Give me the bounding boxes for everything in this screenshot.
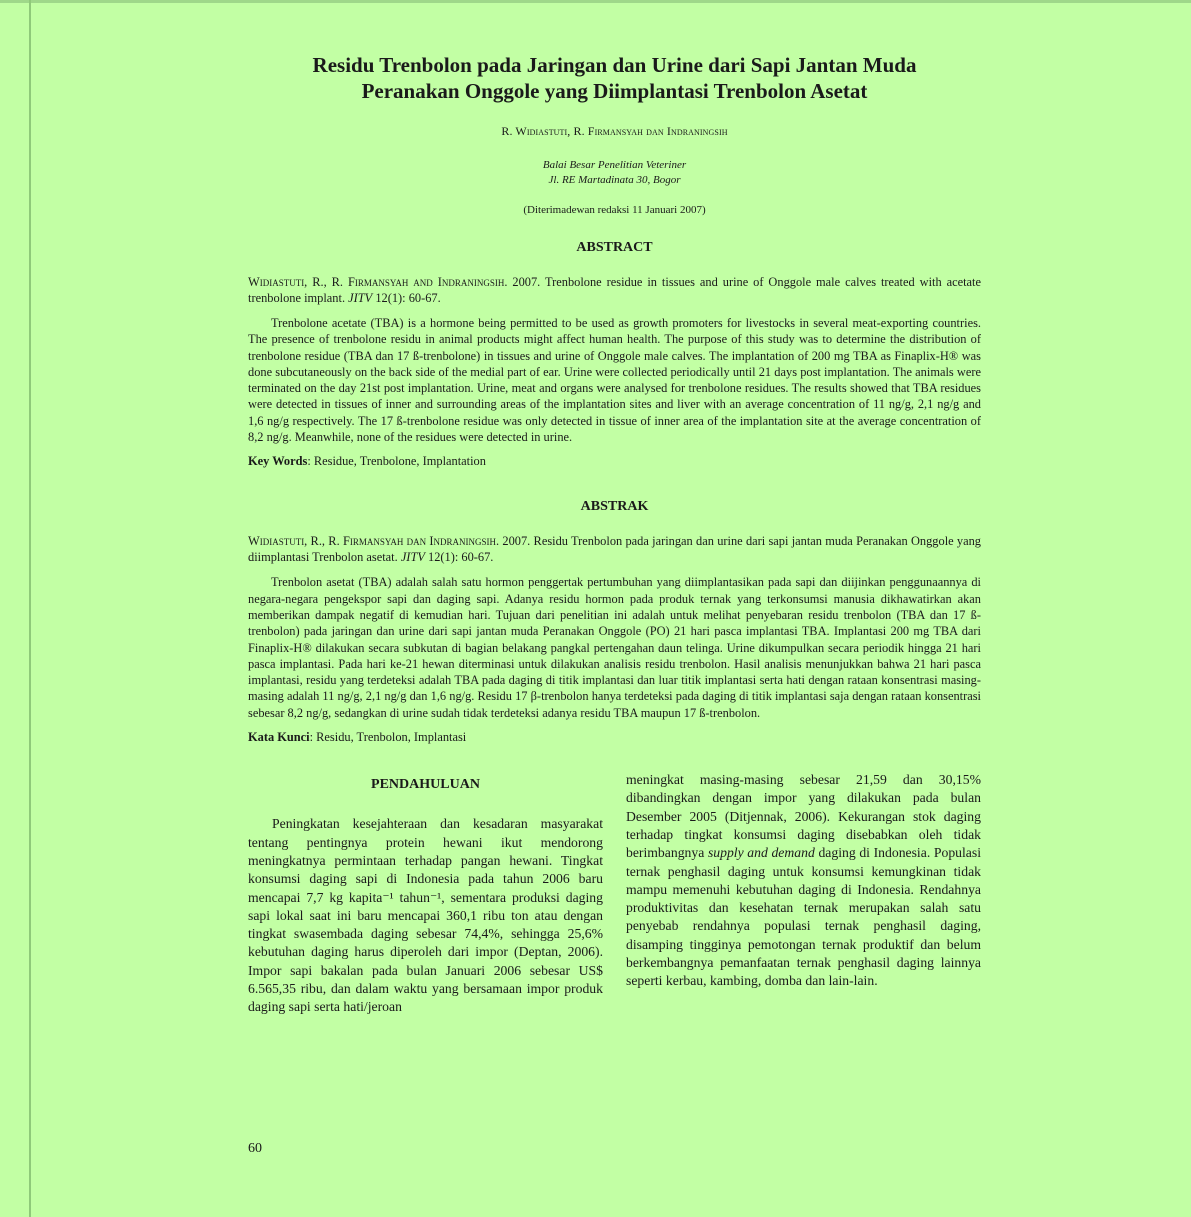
affiliation [248, 158, 981, 188]
authors: R. Widiastuti, R. Firmansyah dan Indraningsih [501, 124, 728, 138]
paper-page [248, 52, 981, 1017]
intro-col2-part-b: daging di Indonesia. Populasi ternak penghasil daging untuk konsumsi kemungkinan tidak mampu memenuhi kebutuhan daging di Indonesia. Rendahnya produktivitas dan kesehatan ternak merupakan salah satu penyebab rendahnya populasi ternak penghasil daging, disamping tingginya pemotongan ternak produktif dan belum berkembangnya pemanfaatan ternak penghasil daging lainnya seperti kerbau, kambing, domba dan lain-lain. [626, 845, 982, 989]
intro-col2-part-a: meningkat masing-masing sebesar 21,59 dan 30,15% dibandingkan dengan impor yang dilakukan pada bulan Desember 2005 (Ditjennak, 2006). Kekurangan stok daging terhadap tingkat konsumsi daging disebabkan oleh tidak berimbangnya [626, 772, 981, 861]
abstract-cite-rest: 2007. Trenbolone residue in tissues and urine of Onggole male calves treated with acetate trenbolone implant. [248, 275, 981, 305]
received-date: (Diterimadewan redaksi 11 Januari 2007) [523, 204, 706, 216]
intro-paragraph-1: Peningkatan kesejahteraan dan kesadaran masyarakat tentang pentingnya protein hewani ikut mendorong meningkatnya permintaan terhadap pangan hewani. Tingkat konsumsi daging sapi di Indonesia pada tahun 2006 baru mencapai 7,7 kg kapita⁻¹ tahun⁻¹, sementara produksi daging sapi lokal saat ini baru mencapai 360,1 ribu ton atau dengan tingkat swasembada daging sebesar 74,4%, sehingga 25,6% kebutuhan daging harus diperoleh dari impor (Deptan, 2006). Impor sapi bakalan pada bulan Januari 2006 sebesar US$ 6.565,35 ribu, dan dalam waktu yang bersamaan impor produk daging sapi serta hati/jeroan [248, 816, 603, 1015]
abstract-citation [248, 274, 981, 306]
abstract-keywords [248, 454, 981, 469]
keywords-value: : Residue, Trenbolone, Implantation [307, 454, 486, 469]
abstrak-cite-journal: JITV [400, 550, 425, 565]
abstrak-citation [248, 533, 981, 565]
intro-column-left [248, 771, 603, 1017]
intro-paragraph-2 [626, 771, 981, 991]
intro-column-right [626, 771, 981, 1017]
left-border [29, 0, 31, 1217]
page-number: 60 [248, 1141, 262, 1156]
title-line-1: Residu Trenbolon pada Jaringan dan Urine dari Sapi Jantan Muda [312, 53, 917, 77]
abstrak-cite-authors: Widiastuti, R., R. Firmansyah dan Indraningsih. [248, 534, 500, 549]
abstrak-cite-issue: 12(1): 60-67. [424, 550, 494, 565]
intro-columns [248, 771, 981, 1017]
abstract-heading: ABSTRACT [576, 240, 653, 255]
abstrak-keywords [248, 730, 981, 745]
abstract-body: Trenbolone acetate (TBA) is a hormone being permitted to be used as growth promoters for livestocks in several meat-exporting countries. The presence of trenbolone residu in animal products might affect human health. The purpose of this study was to determine the distribution of trenbolone residue (TBA dan 17 ß-trenbolone) in tissues and urine of Onggole male calves. The implantation of 200 mg TBA as Finaplix-H® was done subcutaneously on the back side of the medial part of ear. Urine were collected periodically until 21 days post implantation. The animals were terminated on the day 21st post implantation. Urine, meat and organs were analysed for trenbolone residues. The results showed that TBA residues were detected in tissues of inner and surrounding areas of the implantation sites and liver with an average concentration of 11 ng/g, 2,1 ng/g and 1,6 ng/g respectively. The 17 ß-trenbolone residue was only detected in tissue of inner area of the implantation site at the average concentration of 8,2 ng/g. Meanwhile, none of the residues were detected in urine. [248, 316, 981, 445]
kata-kunci-label: Kata Kunci [248, 730, 310, 745]
abstrak-cite-rest: 2007. Residu Trenbolon pada jaringan dan urine dari sapi jantan muda Peranakan Onggole yang diimplantasi Trenbolon asetat. [248, 534, 981, 565]
affiliation-line-1: Balai Besar Penelitian Veteriner [542, 159, 687, 171]
abstrak-body: Trenbolon asetat (TBA) adalah salah satu hormon penggertak pertumbuhan yang diimplantasikan pada sapi dan diijinkan penggunaannya di negara-negara pengekspor sapi dan daging sapi. Adanya residu hormon pada produk ternak yang terkonsumsi manusia dikhawatirkan akan memberikan dampak negatif di kemudian hari. Tujuan dari penelitian ini adalah untuk melihat penyebaran residu trenbolon (TBA dan 17 ß-trenbolon) pada jaringan dan urine dari sapi jantan muda Peranakan Onggole (PO) 21 hari pasca implantasi TBA. Implantasi 200 mg TBA dari Finaplix-H® dilakukan secara subkutan di bagian belakang pangkal pertengahan daun telinga. Urine dikumpulkan secara periodik hingga 21 hari pasca implantasi. Pada hari ke-21 hewan diterminasi untuk dilakukan analisis residu trenbolon. Hasil analisis menunjukkan bahwa 21 hari pasca implantasi, residu yang terdeteksi adalah TBA pada daging di titik implantasi dan luar titik implantasi serta hati dengan rataan konsentrasi masing-masing adalah 11 ng/g, 2,1 ng/g dan 1,6 ng/g. Residu 17 β-trenbolon hanya terdeteksi pada daging di titik implantasi saja dengan rataan konsentrasi sebesar 8,2 ng/g, sedangkan di urine sudah tidak terdeteksi adanya residu TBA maupun 17 ß-trenbolon. [248, 575, 981, 720]
abstract-cite-authors: Widiastuti, R., R. Firmansyah and Indraningsih. [248, 275, 508, 289]
abstract-cite-journal: JITV [348, 291, 373, 305]
abstrak-heading: ABSTRAK [580, 499, 649, 515]
paper-title [248, 52, 981, 104]
affiliation-line-2: Jl. RE Martadinata 30, Bogor [548, 174, 681, 186]
title-line-2: Peranakan Onggole yang Diimplantasi Trenbolon Asetat [361, 79, 868, 103]
keywords-label: Key Words [248, 454, 308, 469]
intro-heading: PENDAHULUAN [371, 777, 480, 793]
top-border [0, 0, 1191, 3]
kata-kunci-value: : Residu, Trenbolon, Implantasi [309, 730, 467, 745]
abstract-cite-issue: 12(1): 60-67. [372, 291, 441, 305]
intro-col2-italic: supply and demand [707, 845, 815, 861]
